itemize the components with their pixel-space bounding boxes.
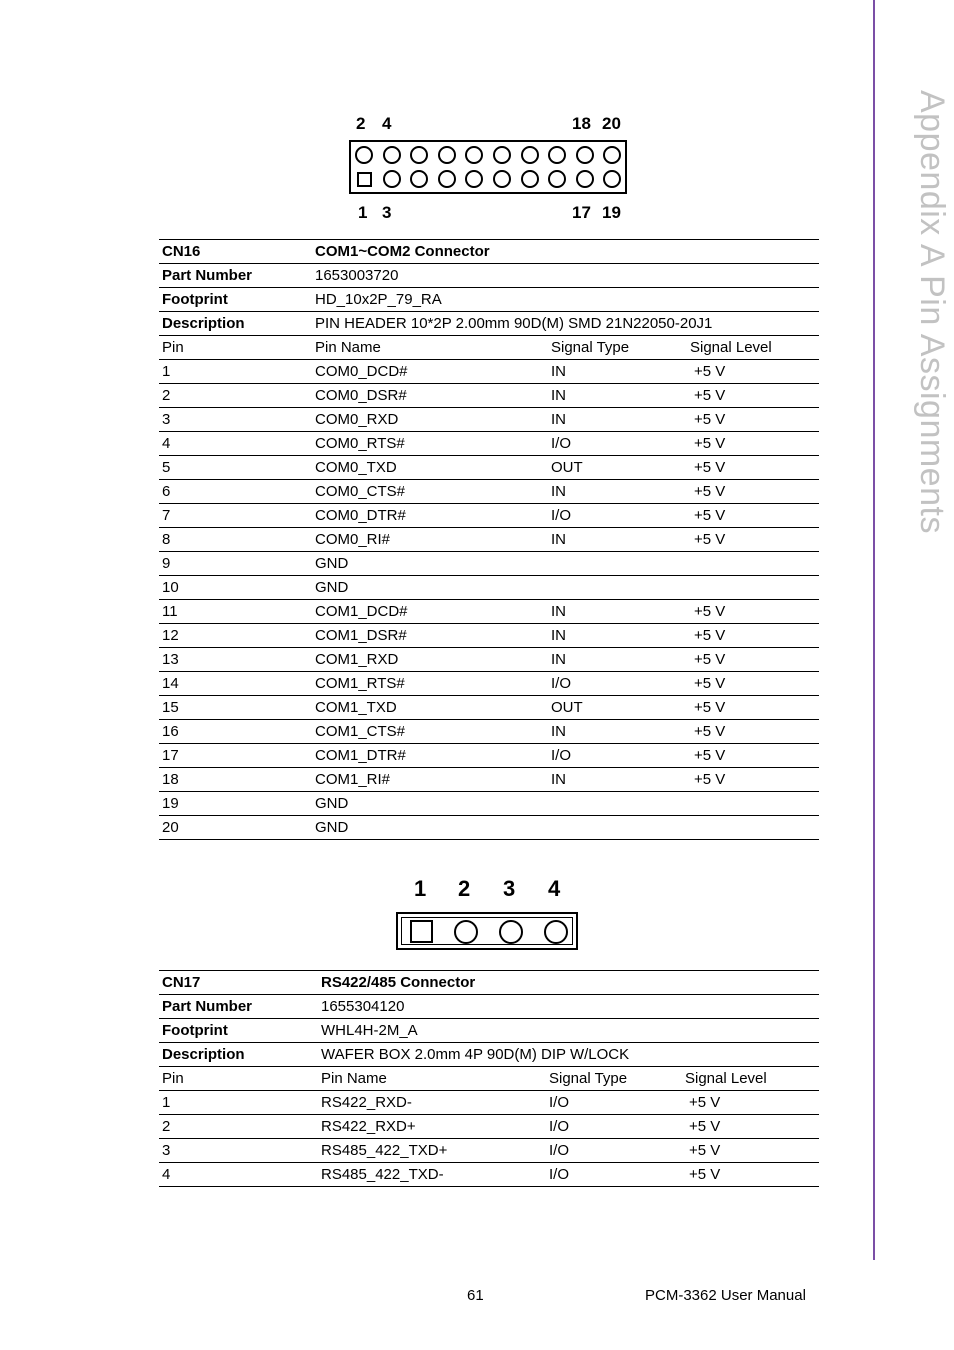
pin-name: GND [312,552,548,576]
field-value: WAFER BOX 2.0mm 4P 90D(M) DIP W/LOCK [318,1043,819,1067]
signal-type: I/O [548,744,687,768]
table-row [159,720,819,744]
field-value: 1653003720 [312,264,819,288]
pin-label: 3 [503,876,516,901]
page-number: 61 [467,1287,484,1304]
signal-level: +5 V [682,1091,819,1115]
signal-type [548,576,687,600]
signal-level: +5 V [682,1115,819,1139]
cn16-connector-diagram [340,110,640,230]
column-header: Pin Name [312,336,548,360]
column-header-row [159,336,819,360]
field-label: Footprint [159,1019,318,1043]
pin-number: 10 [159,576,312,600]
pin-hole [383,170,401,188]
pin-number: 4 [159,432,312,456]
table-row [159,792,819,816]
cn17-connector-diagram [396,876,596,956]
signal-type: IN [548,624,687,648]
side-rule [873,0,875,1260]
column-header: Pin Name [318,1067,546,1091]
column-header: Signal Type [546,1067,682,1091]
pin-name: RS422_RXD- [318,1091,546,1115]
pin-hole [383,146,401,164]
signal-type [548,552,687,576]
field-label: Part Number [159,264,312,288]
pin-number: 18 [159,768,312,792]
pin-hole [603,170,621,188]
header-outline [349,140,627,194]
table-row [159,384,819,408]
pin-1-square [357,172,372,187]
table-row [159,432,819,456]
pin-label: 17 [572,203,591,222]
pin-name: COM1_DTR# [312,744,548,768]
pin-label: 4 [382,114,392,133]
signal-type: I/O [546,1163,682,1187]
signal-type: I/O [546,1115,682,1139]
column-header-row [159,1067,819,1091]
table-row [159,312,819,336]
signal-level: +5 V [687,720,819,744]
pin-number: 15 [159,696,312,720]
pin-hole [465,170,483,188]
pin-4 [544,920,568,944]
pin-name: RS422_RXD+ [318,1115,546,1139]
pin-hole [438,170,456,188]
pin-hole [576,146,594,164]
pin-label: 3 [382,203,392,222]
signal-level: +5 V [687,384,819,408]
pin-hole [355,146,373,164]
field-label: Part Number [159,995,318,1019]
field-value: HD_10x2P_79_RA [312,288,819,312]
table-row [159,624,819,648]
signal-type: IN [548,528,687,552]
pin-number: 11 [159,600,312,624]
pin-name: COM1_RTS# [312,672,548,696]
signal-type: OUT [548,456,687,480]
pin-name: COM0_CTS# [312,480,548,504]
pin-number: 1 [159,360,312,384]
pin-name: COM0_RTS# [312,432,548,456]
pin-name: COM0_DCD# [312,360,548,384]
pin-number: 3 [159,1139,318,1163]
signal-level: +5 V [682,1163,819,1187]
field-value: WHL4H-2M_A [318,1019,819,1043]
pin-label: 1 [358,203,368,222]
pin-name: COM1_TXD [312,696,548,720]
signal-level: +5 V [687,768,819,792]
table-row [159,1163,819,1187]
signal-level: +5 V [687,504,819,528]
cn17-pin-table [159,970,819,1187]
signal-level: +5 V [687,528,819,552]
pin-label: 18 [572,114,591,133]
pin-2 [454,920,478,944]
pin-name: COM0_RI# [312,528,548,552]
signal-type: IN [548,360,687,384]
pin-label: 2 [356,114,366,133]
pin-number: 8 [159,528,312,552]
table-row [159,696,819,720]
table-row [159,408,819,432]
table-row [159,995,819,1019]
table-row [159,971,819,995]
signal-type: IN [548,768,687,792]
table-row [159,600,819,624]
signal-type: I/O [546,1091,682,1115]
column-header: Pin [159,336,312,360]
pin-number: 2 [159,1115,318,1139]
pin-number: 13 [159,648,312,672]
table-row [159,504,819,528]
pin-number: 9 [159,552,312,576]
signal-type [548,792,687,816]
pin-number: 5 [159,456,312,480]
signal-level: +5 V [687,648,819,672]
table-row [159,1091,819,1115]
pin-hole [493,170,511,188]
pin-name: COM1_RXD [312,648,548,672]
pin-number: 17 [159,744,312,768]
pin-name: GND [312,816,548,840]
signal-level [687,576,819,600]
table-row [159,768,819,792]
table-row [159,1115,819,1139]
pin-1-square [410,920,433,943]
column-header: Pin [159,1067,318,1091]
table-row [159,264,819,288]
pin-name: COM0_DTR# [312,504,548,528]
connector-name: COM1~COM2 Connector [312,240,819,264]
table-row [159,1043,819,1067]
pin-number: 3 [159,408,312,432]
column-header: Signal Level [682,1067,819,1091]
connector-id: CN17 [159,971,318,995]
column-header: Signal Type [548,336,687,360]
table-row [159,528,819,552]
pin-name: RS485_422_TXD- [318,1163,546,1187]
signal-level [687,552,819,576]
signal-level: +5 V [687,360,819,384]
pin-hole [521,170,539,188]
signal-type: I/O [548,504,687,528]
signal-type: IN [548,384,687,408]
signal-type: IN [548,480,687,504]
pin-name: COM0_TXD [312,456,548,480]
signal-level: +5 V [682,1139,819,1163]
table-row [159,288,819,312]
signal-type [548,816,687,840]
table-row [159,1139,819,1163]
pin-hole [410,170,428,188]
signal-type: IN [548,648,687,672]
pin-name: GND [312,792,548,816]
pin-number: 2 [159,384,312,408]
table-row [159,1019,819,1043]
manual-title: PCM-3362 User Manual [645,1287,806,1304]
signal-level: +5 V [687,672,819,696]
pin-hole [521,146,539,164]
signal-level: +5 V [687,456,819,480]
signal-type: IN [548,600,687,624]
pin-number: 19 [159,792,312,816]
pin-hole [548,170,566,188]
pin-label: 4 [548,876,561,901]
table-row [159,744,819,768]
pin-label: 19 [602,203,621,222]
pin-hole [410,146,428,164]
signal-type: OUT [548,696,687,720]
table-row [159,480,819,504]
signal-level: +5 V [687,600,819,624]
signal-type: I/O [546,1139,682,1163]
field-label: Description [159,1043,318,1067]
pin-3 [499,920,523,944]
field-value: 1655304120 [318,995,819,1019]
field-label: Description [159,312,312,336]
signal-level: +5 V [687,480,819,504]
pin-name: RS485_422_TXD+ [318,1139,546,1163]
signal-level: +5 V [687,696,819,720]
pin-number: 4 [159,1163,318,1187]
pin-name: COM1_CTS# [312,720,548,744]
pin-label: 2 [458,876,471,901]
pin-number: 14 [159,672,312,696]
pin-name: COM1_RI# [312,768,548,792]
connector-name: RS422/485 Connector [318,971,819,995]
pin-name: COM0_DSR# [312,384,548,408]
side-chapter-title: Appendix A Pin Assignments [913,90,951,534]
table-row [159,456,819,480]
table-row [159,816,819,840]
pin-hole [493,146,511,164]
pin-hole [548,146,566,164]
pin-name: COM0_RXD [312,408,548,432]
signal-level: +5 V [687,432,819,456]
pin-number: 20 [159,816,312,840]
pin-hole [603,146,621,164]
field-value: PIN HEADER 10*2P 2.00mm 90D(M) SMD 21N22050-20J1 [312,312,819,336]
pin-number: 16 [159,720,312,744]
header-outline [396,912,578,950]
signal-level [687,792,819,816]
pin-name: GND [312,576,548,600]
pin-label: 1 [414,876,427,901]
signal-type: IN [548,408,687,432]
signal-level: +5 V [687,744,819,768]
signal-type: IN [548,720,687,744]
pin-hole [465,146,483,164]
pin-label: 20 [602,114,621,133]
pin-name: COM1_DSR# [312,624,548,648]
signal-level [687,816,819,840]
table-row [159,360,819,384]
pin-number: 12 [159,624,312,648]
cn16-pin-table [159,239,819,840]
table-row [159,576,819,600]
signal-level: +5 V [687,408,819,432]
connector-id: CN16 [159,240,312,264]
pin-number: 6 [159,480,312,504]
field-label: Footprint [159,288,312,312]
table-row [159,240,819,264]
pin-hole [438,146,456,164]
pin-name: COM1_DCD# [312,600,548,624]
table-row [159,648,819,672]
pin-number: 7 [159,504,312,528]
signal-type: I/O [548,672,687,696]
column-header: Signal Level [687,336,819,360]
pin-hole [576,170,594,188]
signal-type: I/O [548,432,687,456]
table-row [159,552,819,576]
signal-level: +5 V [687,624,819,648]
table-row [159,672,819,696]
pin-number: 1 [159,1091,318,1115]
